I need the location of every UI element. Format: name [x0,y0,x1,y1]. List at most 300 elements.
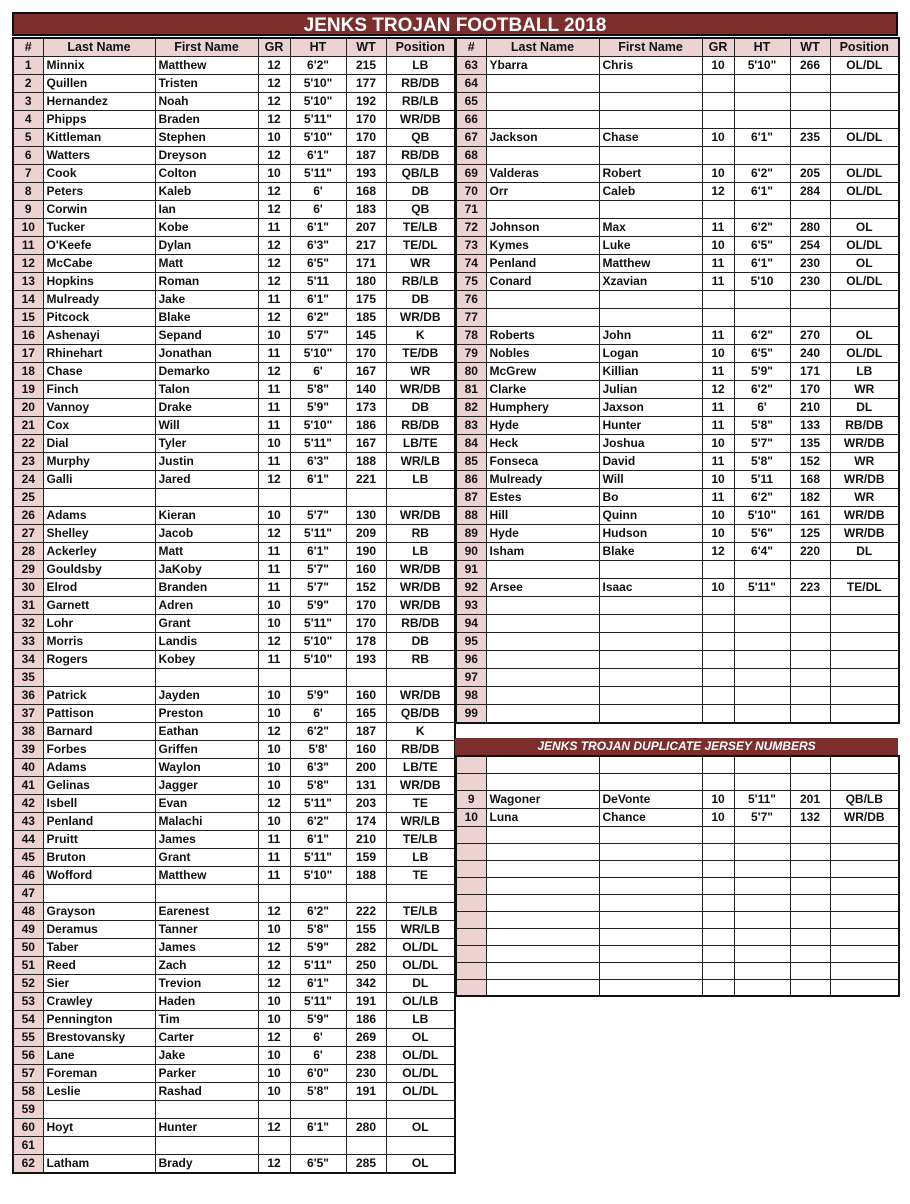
cell-first-name: James [155,831,258,849]
player-row [13,291,455,309]
cell-height: 5'10" [290,633,346,651]
cell-jersey-number: 37 [13,705,43,723]
cell-first-name: Robert [599,165,702,183]
cell-position: LB [386,471,455,489]
cell-grade: 10 [258,813,290,831]
cell-jersey-number: 80 [456,363,486,381]
cell-position: TE/LB [386,831,455,849]
cell-first-name [155,885,258,903]
cell-grade [702,291,734,309]
cell-weight: 155 [346,921,386,939]
cell-weight: 191 [346,993,386,1011]
cell-weight: 191 [346,1083,386,1101]
cell-jersey-number: 93 [456,597,486,615]
cell-grade: 10 [258,615,290,633]
cell-first-name: John [599,327,702,345]
cell-last-name: Cox [43,417,155,435]
cell-weight [790,826,830,843]
cell-jersey-number: 23 [13,453,43,471]
cell-weight: 200 [346,759,386,777]
cell-jersey-number: 56 [13,1047,43,1065]
cell-first-name: Hunter [599,417,702,435]
cell-last-name: Brestovansky [43,1029,155,1047]
cell-first-name: Jake [155,291,258,309]
cell-last-name: Elrod [43,579,155,597]
cell-height: 6'2" [734,489,790,507]
cell-weight: 125 [790,525,830,543]
cell-weight [790,669,830,687]
cell-position: WR [386,255,455,273]
cell-grade: 10 [702,808,734,826]
cell-weight [790,687,830,705]
player-row [456,843,899,860]
cell-last-name [486,979,599,996]
cell-first-name: Killian [599,363,702,381]
cell-grade: 10 [702,579,734,597]
cell-position: OL/DL [830,165,899,183]
player-row [13,723,455,741]
player-row [456,979,899,996]
cell-position: RB [386,525,455,543]
cell-position: TE [386,795,455,813]
cell-position: WR/DB [386,309,455,327]
cell-grade: 11 [258,453,290,471]
player-row [456,435,899,453]
player-row [456,756,899,773]
cell-height [290,669,346,687]
player-row [13,147,455,165]
player-row [13,597,455,615]
cell-first-name: James [155,939,258,957]
cell-height: 6'1" [734,255,790,273]
player-row [13,1119,455,1137]
cell-height: 6'5" [734,345,790,363]
cell-last-name: Taber [43,939,155,957]
cell-first-name [599,93,702,111]
cell-grade [702,93,734,111]
cell-jersey-number [456,979,486,996]
cell-grade: 12 [258,471,290,489]
cell-first-name: Tanner [155,921,258,939]
cell-weight [790,877,830,894]
cell-last-name: Jackson [486,129,599,147]
cell-height [734,979,790,996]
cell-height [734,860,790,877]
cell-last-name: Kymes [486,237,599,255]
cell-position: OL [386,1119,455,1137]
player-row [13,1155,455,1174]
cell-first-name: Logan [599,345,702,363]
cell-weight: 285 [346,1155,386,1174]
cell-weight: 159 [346,849,386,867]
cell-weight: 284 [790,183,830,201]
cell-weight [790,773,830,790]
cell-position: OL/DL [830,129,899,147]
player-row [13,561,455,579]
cell-last-name [486,687,599,705]
cell-position [830,928,899,945]
cell-position [830,93,899,111]
roster-table-right [455,37,900,724]
cell-height [734,877,790,894]
cell-jersey-number: 4 [13,111,43,129]
cell-first-name [599,291,702,309]
cell-last-name: Grayson [43,903,155,921]
cell-jersey-number: 53 [13,993,43,1011]
cell-height: 5'7" [734,808,790,826]
cell-grade: 12 [258,525,290,543]
cell-weight: 186 [346,1011,386,1029]
cell-jersey-number: 48 [13,903,43,921]
column-header-position: Position [830,38,899,57]
player-row [13,111,455,129]
cell-height: 5'10" [290,129,346,147]
cell-height: 6'2" [734,327,790,345]
cell-first-name [155,1137,258,1155]
cell-first-name: Kobey [155,651,258,669]
cell-weight: 187 [346,147,386,165]
cell-weight: 238 [346,1047,386,1065]
cell-weight [790,979,830,996]
cell-position: WR/DB [386,777,455,795]
cell-first-name: Jacob [155,525,258,543]
cell-grade: 10 [702,525,734,543]
player-row [456,165,899,183]
cell-jersey-number: 74 [456,255,486,273]
cell-grade [702,633,734,651]
cell-weight: 170 [346,111,386,129]
cell-grade: 11 [258,651,290,669]
cell-first-name: Rashad [155,1083,258,1101]
cell-weight: 215 [346,57,386,75]
cell-last-name: McCabe [43,255,155,273]
player-row [456,417,899,435]
cell-weight: 161 [790,507,830,525]
cell-jersey-number: 34 [13,651,43,669]
cell-last-name: Rogers [43,651,155,669]
cell-grade: 11 [702,273,734,291]
cell-weight [790,633,830,651]
cell-grade: 12 [258,237,290,255]
player-row [13,525,455,543]
cell-grade: 10 [702,507,734,525]
cell-first-name: Colton [155,165,258,183]
cell-last-name: Ackerley [43,543,155,561]
cell-height: 5'11" [290,993,346,1011]
cell-last-name: Johnson [486,219,599,237]
cell-first-name: Isaac [599,579,702,597]
cell-grade [702,979,734,996]
cell-grade: 10 [258,327,290,345]
cell-jersey-number: 92 [456,579,486,597]
cell-first-name [155,489,258,507]
cell-position: OL/DL [830,273,899,291]
cell-jersey-number: 18 [13,363,43,381]
column-header-position: Position [386,38,455,57]
cell-first-name: Blake [155,309,258,327]
cell-first-name: Talon [155,381,258,399]
cell-position: WR/DB [830,808,899,826]
cell-grade [702,843,734,860]
cell-weight: 269 [346,1029,386,1047]
cell-first-name: Chase [599,129,702,147]
cell-last-name [486,843,599,860]
cell-grade: 11 [702,399,734,417]
cell-height [734,962,790,979]
cell-jersey-number [456,962,486,979]
cell-weight: 170 [346,597,386,615]
cell-grade: 10 [258,993,290,1011]
cell-weight: 254 [790,237,830,255]
player-row [13,1047,455,1065]
cell-position: LB/TE [386,435,455,453]
player-row [13,741,455,759]
cell-last-name: Hernandez [43,93,155,111]
cell-position [830,651,899,669]
cell-position: WR/DB [386,381,455,399]
cell-jersey-number: 58 [13,1083,43,1101]
cell-grade: 11 [702,489,734,507]
cell-jersey-number: 60 [13,1119,43,1137]
cell-height: 5'7" [734,435,790,453]
cell-last-name: Leslie [43,1083,155,1101]
cell-position: OL/DL [830,183,899,201]
cell-first-name [155,1101,258,1119]
cell-jersey-number: 36 [13,687,43,705]
cell-first-name [599,309,702,327]
cell-grade: 10 [702,57,734,75]
cell-first-name [599,962,702,979]
cell-last-name: Clarke [486,381,599,399]
cell-position: RB [386,651,455,669]
player-row [13,1137,455,1155]
cell-grade [702,962,734,979]
cell-position: TE/DL [830,579,899,597]
cell-grade: 12 [258,363,290,381]
cell-last-name: Wofford [43,867,155,885]
cell-jersey-number: 11 [13,237,43,255]
cell-height: 5'7" [290,579,346,597]
cell-jersey-number: 15 [13,309,43,327]
cell-grade: 12 [258,939,290,957]
cell-grade: 10 [258,1047,290,1065]
cell-height [734,651,790,669]
cell-grade: 12 [258,903,290,921]
cell-first-name [599,147,702,165]
cell-last-name: Luna [486,808,599,826]
cell-height: 6'5" [290,255,346,273]
cell-height: 5'10 [734,273,790,291]
cell-last-name: Barnard [43,723,155,741]
cell-weight: 186 [346,417,386,435]
column-header-weight: WT [790,38,830,57]
player-row [13,399,455,417]
player-row [456,183,899,201]
cell-jersey-number: 35 [13,669,43,687]
cell-weight: 175 [346,291,386,309]
roster-table-left [12,37,456,1174]
cell-jersey-number: 68 [456,147,486,165]
column-header-last-name: Last Name [43,38,155,57]
cell-grade: 11 [258,579,290,597]
cell-last-name: Gouldsby [43,561,155,579]
player-row [13,651,455,669]
cell-jersey-number: 25 [13,489,43,507]
cell-last-name: Watters [43,147,155,165]
cell-weight: 182 [790,489,830,507]
player-row [13,813,455,831]
player-row [13,381,455,399]
cell-height [734,633,790,651]
cell-last-name [486,669,599,687]
cell-height: 6'1" [290,1119,346,1137]
cell-height: 6'1" [290,831,346,849]
cell-jersey-number: 86 [456,471,486,489]
player-row [13,435,455,453]
cell-jersey-number [456,756,486,773]
cell-first-name: Matthew [599,255,702,273]
cell-weight: 192 [346,93,386,111]
cell-jersey-number: 13 [13,273,43,291]
cell-last-name [486,962,599,979]
cell-first-name [599,75,702,93]
cell-last-name: Adams [43,759,155,777]
column-header-last-name: Last Name [486,38,599,57]
cell-weight: 223 [790,579,830,597]
cell-last-name [486,147,599,165]
cell-last-name [486,894,599,911]
cell-grade [702,705,734,724]
player-row [456,687,899,705]
player-row [13,309,455,327]
cell-jersey-number: 59 [13,1101,43,1119]
cell-weight: 250 [346,957,386,975]
cell-last-name [486,826,599,843]
player-row [13,453,455,471]
cell-first-name: David [599,453,702,471]
cell-grade: 12 [258,201,290,219]
cell-last-name: Ashenayi [43,327,155,345]
cell-first-name: Blake [599,543,702,561]
cell-jersey-number: 71 [456,201,486,219]
cell-height [290,489,346,507]
cell-position: WR [386,363,455,381]
cell-jersey-number: 77 [456,309,486,327]
cell-grade: 12 [258,975,290,993]
cell-grade: 12 [702,543,734,561]
cell-first-name: Sepand [155,327,258,345]
cell-weight: 132 [790,808,830,826]
cell-position [830,669,899,687]
cell-jersey-number [456,860,486,877]
cell-position [830,756,899,773]
cell-grade: 12 [258,147,290,165]
cell-jersey-number: 21 [13,417,43,435]
cell-first-name [599,201,702,219]
player-row [13,1029,455,1047]
cell-weight: 177 [346,75,386,93]
cell-height: 6'1" [290,291,346,309]
cell-first-name [599,894,702,911]
cell-jersey-number: 52 [13,975,43,993]
cell-last-name: Gelinas [43,777,155,795]
cell-position: OL/DL [830,57,899,75]
cell-grade: 10 [258,921,290,939]
cell-weight: 220 [790,543,830,561]
cell-grade: 10 [258,507,290,525]
cell-height: 6'5" [290,1155,346,1174]
cell-last-name: Quillen [43,75,155,93]
cell-position: WR/LB [386,453,455,471]
cell-weight: 210 [346,831,386,849]
cell-jersey-number: 26 [13,507,43,525]
cell-first-name: Hudson [599,525,702,543]
cell-jersey-number [456,826,486,843]
cell-position: RB/LB [386,93,455,111]
cell-weight: 205 [790,165,830,183]
cell-last-name: Galli [43,471,155,489]
cell-position: QB/DB [386,705,455,723]
player-row [456,507,899,525]
cell-last-name: Morris [43,633,155,651]
cell-position [830,860,899,877]
cell-height: 5'10" [290,93,346,111]
cell-jersey-number: 64 [456,75,486,93]
cell-last-name: Kittleman [43,129,155,147]
cell-position: OL [386,1029,455,1047]
cell-weight: 222 [346,903,386,921]
cell-position: RB/DB [386,615,455,633]
cell-position [830,705,899,724]
cell-first-name: Jagger [155,777,258,795]
cell-weight [790,962,830,979]
cell-jersey-number: 27 [13,525,43,543]
cell-weight: 210 [790,399,830,417]
cell-first-name [155,669,258,687]
cell-height: 5'11 [290,273,346,291]
cell-jersey-number [456,877,486,894]
cell-jersey-number: 29 [13,561,43,579]
cell-last-name [43,1137,155,1155]
cell-jersey-number: 28 [13,543,43,561]
cell-last-name [43,669,155,687]
cell-first-name: Brady [155,1155,258,1174]
player-row [13,831,455,849]
cell-last-name: Vannoy [43,399,155,417]
cell-last-name: Estes [486,489,599,507]
cell-last-name [486,911,599,928]
cell-weight: 221 [346,471,386,489]
cell-grade: 11 [258,543,290,561]
cell-first-name: Evan [155,795,258,813]
cell-last-name [486,111,599,129]
cell-grade: 11 [258,417,290,435]
player-row [456,399,899,417]
cell-last-name: Phipps [43,111,155,129]
cell-jersey-number: 5 [13,129,43,147]
cell-last-name: O'Keefe [43,237,155,255]
cell-first-name: Trevion [155,975,258,993]
cell-grade [258,885,290,903]
cell-jersey-number [456,928,486,945]
cell-position: WR/LB [386,921,455,939]
cell-position [830,962,899,979]
cell-weight: 130 [346,507,386,525]
cell-weight: 203 [346,795,386,813]
cell-grade: 12 [258,309,290,327]
cell-height: 5'8" [290,921,346,939]
cell-last-name: Pattison [43,705,155,723]
